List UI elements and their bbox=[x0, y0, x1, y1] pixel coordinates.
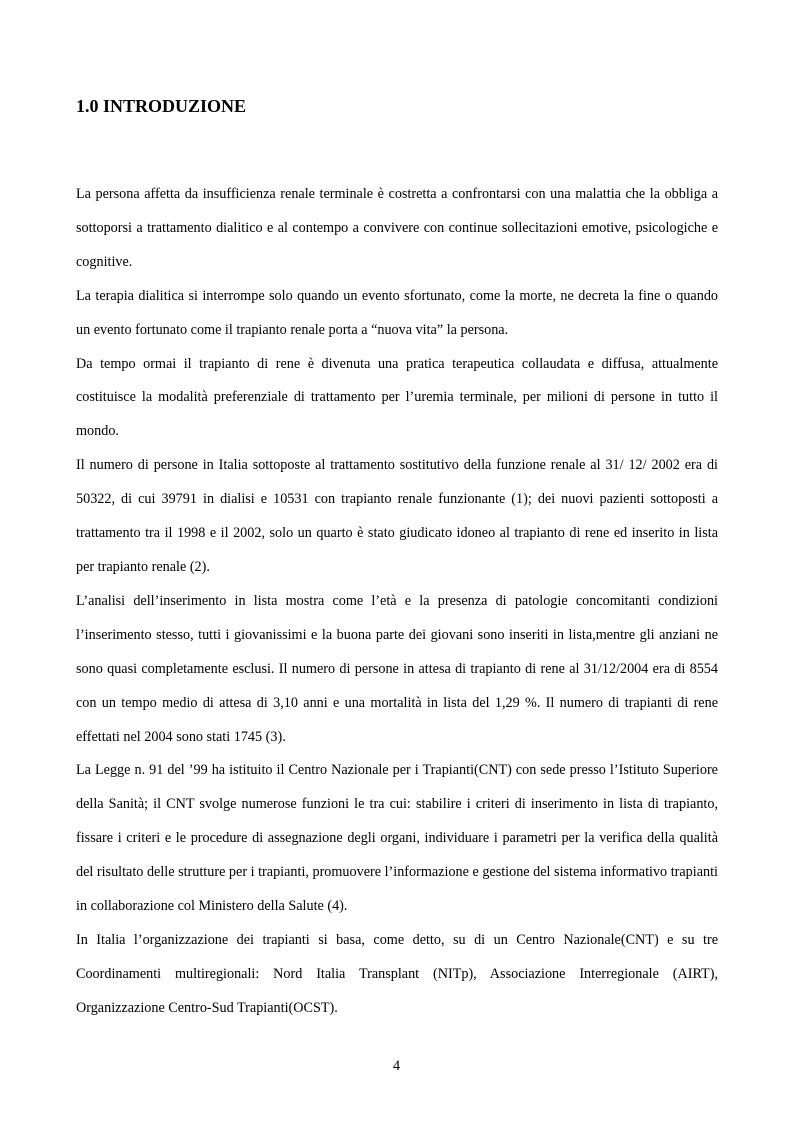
body-text bbox=[76, 178, 718, 1026]
section-heading: 1.0 INTRODUZIONE bbox=[76, 96, 247, 116]
paragraph-1: La persona affetta da insufficienza renale terminale è costretta a confrontarsi con una malattia che la obbliga a sottoporsi a trattamento dialitico e al contempo a convivere con continue sollecitazioni emotive, psicologiche e cognitive. bbox=[76, 186, 718, 270]
paragraph-2: La terapia dialitica si interrompe solo quando un evento sfortunato, come la morte, ne decreta la fine o quando un evento fortunato come il trapianto renale porta a “nuova vita” la persona. bbox=[76, 287, 718, 338]
paragraph-6: La Legge n. 91 del ’99 ha istituito il Centro Nazionale per i Trapianti(CNT) con sede presso l’Istituto Superiore della Sanità; il CNT svolge numerose funzioni le tra cui: stabilire i criteri di inserimento in lista di trapianto, fissare i criteri e le procedure di assegnazione degli organi, individuare i parametri per la verifica della qualità del risultato delle strutture per i trapianti, promuovere l’informazione e gestione del sistema informativo trapianti in collaborazione col Ministero della Salute (4). bbox=[76, 762, 718, 915]
paragraph-5: L’analisi dell’inserimento in lista mostra come l’età e la presenza di patologie concomitanti condizioni l’inserimento stesso, tutti i giovanissimi e la buona parte dei giovani sono inseriti in lista,mentre gli anziani ne sono quasi completamente esclusi. Il numero di persone in attesa di trapianto di rene al 31/12/2004 era di 8554 con un tempo medio di attesa di 3,10 anni e una mortalità in lista del 1,29 %. Il numero di trapianti di rene effettati nel 2004 sono stati 1745 (3). bbox=[76, 592, 718, 745]
page-number: 4 bbox=[392, 1058, 401, 1074]
paragraph-7: In Italia l’organizzazione dei trapianti si basa, come detto, su di un Centro Nazionale(CNT) e su tre Coordinamenti multiregionali: Nord Italia Transplant (NITp), Associazione Interregionale (AIRT), Organizzazione Centro-Sud Trapianti(OCST). bbox=[76, 931, 718, 1016]
paragraph-3: Da tempo ormai il trapianto di rene è divenuta una pratica terapeutica collaudata e diffusa, attualmente costituisce la modalità preferenziale di trattamento per l’uremia terminale, per milioni di persone in tutto il mondo. bbox=[76, 355, 718, 440]
paragraph-4: Il numero di persone in Italia sottoposte al trattamento sostitutivo della funzione renale al 31/ 12/ 2002 era di 50322, di cui 39791 in dialisi e 10531 con trapianto renale funzionante (1); dei nuovi pazienti sottoposti a trattamento tra il 1998 e il 2002, solo un quarto è stato giudicato idoneo al trapianto di rene ed inserito in lista per trapianto renale (2). bbox=[76, 457, 718, 575]
